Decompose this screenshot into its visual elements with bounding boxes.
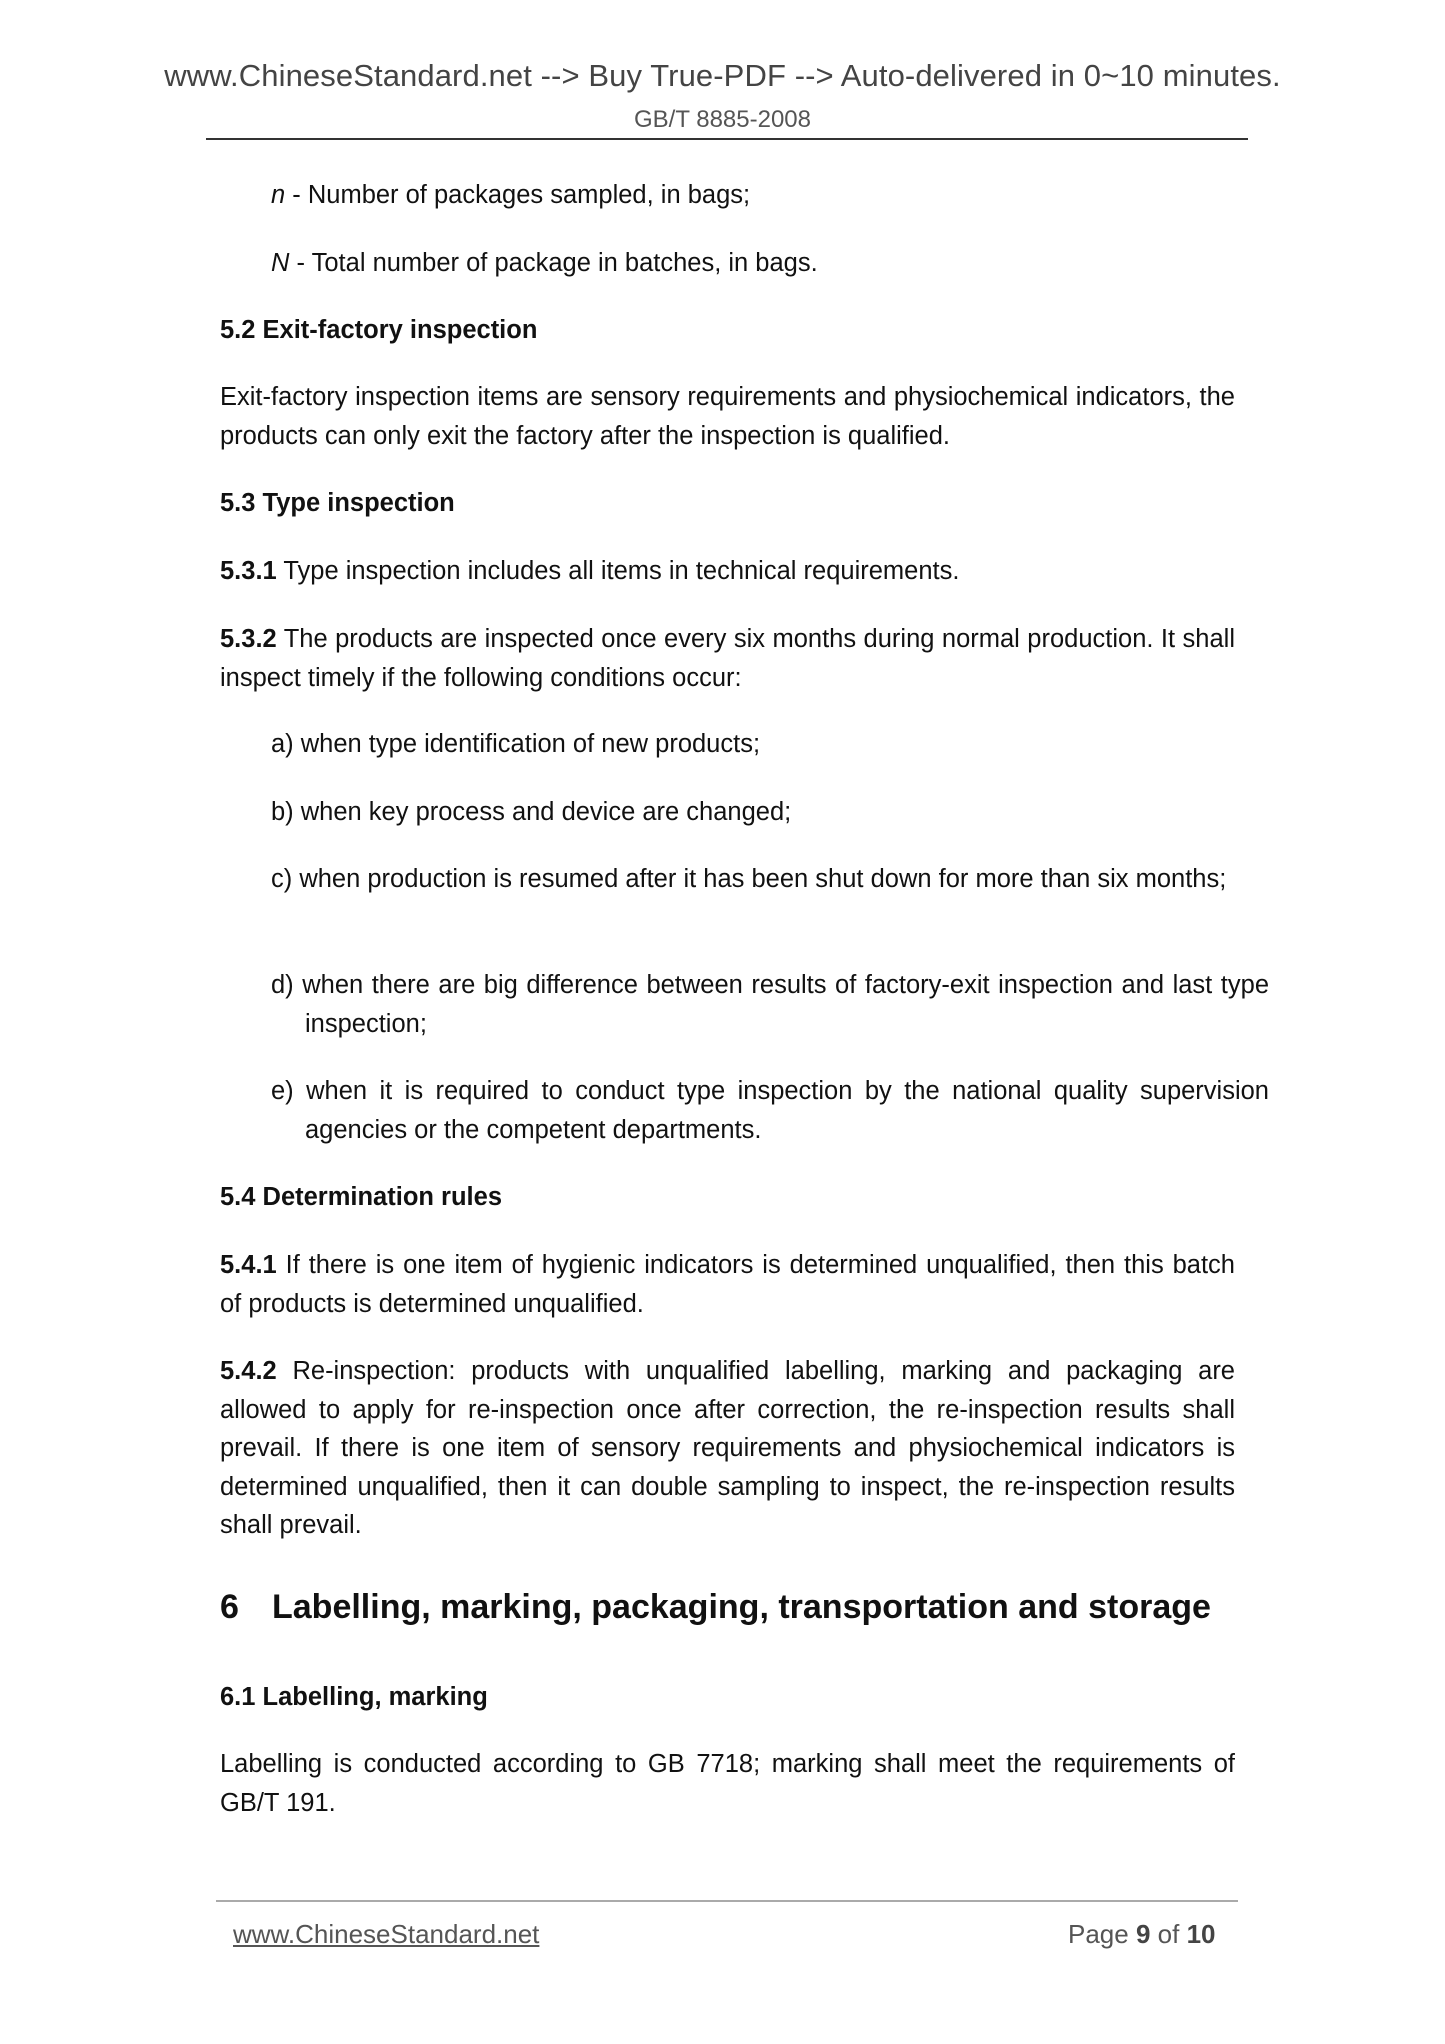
section-heading-5-2: 5.2 Exit-factory inspection — [220, 316, 538, 344]
header-divider — [206, 138, 1248, 140]
clause-text: If there is one item of hygienic indicators is determined unqualified, then this batch of products is determined unqualified. — [220, 1251, 1235, 1318]
definition-text: - Number of packages sampled, in bags; — [285, 181, 751, 209]
paragraph-6-1: Labelling is conducted according to GB 7718; marking shall meet the requirements of GB/T 191. — [220, 1750, 1235, 1817]
clause-5-4-1 — [220, 1246, 1235, 1323]
clause-text: The products are inspected once every six months during normal production. It shall inspect timely if the following conditions occur: — [220, 625, 1235, 692]
variable-symbol: N — [271, 249, 290, 277]
chapter-number: 6 — [220, 1588, 239, 1626]
of-label: of — [1150, 1919, 1187, 1949]
page-indicator — [1068, 1919, 1215, 1950]
clause-number: 5.4.1 — [220, 1251, 277, 1279]
section-heading-6-1: 6.1 Labelling, marking — [220, 1683, 488, 1711]
variable-N-definition — [271, 244, 1235, 283]
list-item-d: d) when there are big difference between results of factory-exit inspection and last type inspection; — [271, 971, 1269, 1038]
total-pages: 10 — [1186, 1919, 1216, 1949]
clause-5-4-2 — [220, 1352, 1235, 1545]
list-item-e: e) when it is required to conduct type inspection by the national quality supervision agencies or the competent departments. — [271, 1077, 1269, 1144]
list-item-b: b) when key process and device are changed; — [271, 798, 792, 826]
clause-number: 5.3.2 — [220, 625, 277, 653]
header-banner: www.ChineseStandard.net --> Buy True-PDF --> Auto-delivered in 0~10 minutes. — [164, 58, 1281, 93]
standard-code: GB/T 8885-2008 — [633, 106, 811, 133]
paragraph-5-2: Exit-factory inspection items are sensory requirements and physiochemical indicators, the products can only exit the factory after the inspection is qualified. — [220, 383, 1235, 450]
current-page: 9 — [1135, 1919, 1151, 1949]
clause-text: Type inspection includes all items in technical requirements. — [276, 557, 960, 585]
clause-number: 5.3.1 — [220, 557, 277, 585]
footer-divider — [216, 1900, 1238, 1902]
list-item-c: c) when production is resumed after it has been shut down for more than six months; — [271, 865, 1227, 893]
page-label: Page — [1068, 1919, 1136, 1949]
clause-5-3-1 — [220, 552, 1235, 591]
chapter-heading-6 — [220, 1588, 1211, 1627]
section-heading-5-4: 5.4 Determination rules — [220, 1183, 503, 1211]
definition-text: - Total number of package in batches, in bags. — [289, 249, 818, 277]
chapter-title: Labelling, marking, packaging, transportation and storage — [272, 1588, 1211, 1626]
variable-symbol: n — [271, 181, 286, 209]
list-item-a: a) when type identification of new products; — [271, 730, 761, 758]
section-heading-5-3: 5.3 Type inspection — [220, 489, 455, 517]
clause-text: Re-inspection: products with unqualified labelling, marking and packaging are allowed to apply for re-inspection once after correction, the re-inspection results shall prevail. If there is one item of sensory requirements and physiochemical indicators is determined unqualified, then it can double sampling to inspect, the re-inspection results shall prevail. — [220, 1357, 1235, 1539]
clause-5-3-2 — [220, 620, 1235, 697]
footer-site-link[interactable]: www.ChineseStandard.net — [233, 1919, 540, 1949]
clause-number: 5.4.2 — [220, 1357, 277, 1385]
variable-n-definition — [271, 176, 1235, 215]
